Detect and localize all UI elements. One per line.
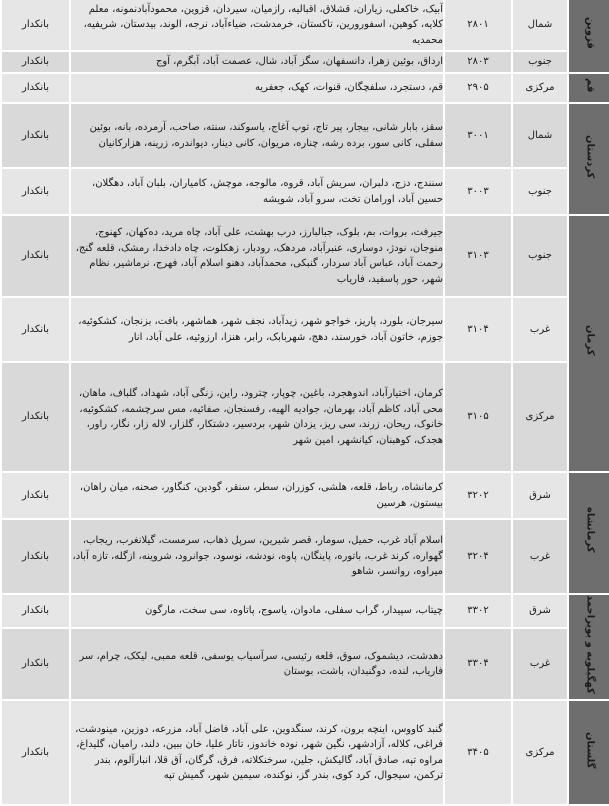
table-row [1,472,609,519]
districts-cell: ارداق، بوئین زهرا، دانسفهان، سگز آباد، شال، عصمت آباد، آبگرم، آوج [70,51,444,73]
districts-cell: کرمان، اختیارآباد، اندوهجرد، باغین، چوپار، چترود، راین، زنگی آباد، شهداد، گلباف، ماهان، محی آباد، کاظم آباد، بهرمان، جوادیه الهیه، رفسنجان، صفائیه، مس سرچشمه، کشکوئیه، خانوک، ریحان، زرند، سی ریز، یزدان شهر، بردسیر، دشتکار، گلزار، لاله زار، نگار، راور، هجدک، کوهبنان، کیانشهر، امین شهر [70,362,444,472]
table-row [1,519,609,594]
branch-code-cell: ۲۸۰۱ [444,0,512,51]
role-cell: بانکدار [1,700,70,805]
districts-cell: جیرفت، بروات، بم، بلوک، جبالبارز، درب بهشت، علی آباد، چاه مرید، ده‌کهان، کهنوج، منوجان، نودژ، دوساری، عنبرآباد، مردهک، رودبار، زهکلوت، چاه دادخدا، رمشک، قلعه گنج، رحمت آباد، عباس آباد سردار، گنبکی، محمدآباد، دهنو اسلام آباد، فهرج، نرماشیر، نظام شهر، حور پاسفید، فاریاب [70,215,444,297]
districts-cell: قم، دستجرد، سلفچگان، قنوات، کهک، جعفریه [70,73,444,103]
direction-cell: شمال [512,103,568,168]
districts-cell: گنبد کاووس، اینچه برون، کرند، سنگدوین، علی آباد، فاضل آباد، مزرعه، دوزین، مینودشت، فراغی، کلاله، آزادشهر، نگین شهر، نوده خاندوز، تاتار علیا، خان ببین، دلند، رامیان، گلیداغ، مراوه تپه، صادق آباد، گالیکش، جلین، سرخنکلاته، فرق، گرگان، آق قلا، انبارآلوم، بندر ترکمن، سیجوال، کرد کوی، بندر گز، نوکنده، سیمین شهر، گمیش تپه [70,700,444,805]
role-cell: بانکدار [1,297,70,362]
direction-cell: جنوب [512,51,568,73]
branch-code-cell: ۳۱۰۳ [444,215,512,297]
province-name: گلستان [584,731,596,769]
districts-cell: آبیک، خاکعلی، زیاران، قشلاق، اقبالیه، رازمیان، سیردان، قزوین، محمودآبادنمونه، معلم کلایه، کوهین، اسفورورین، تاکستان، خرمدشت، ضیاءآباد، نرجه، الوند، بیدستان، شریفیه، محمدیه [70,0,444,51]
branch-code-cell: ۳۰۰۳ [444,168,512,215]
branch-code-cell: ۳۲۰۴ [444,519,512,594]
districts-cell: سقز، بابار شانی، بیجار، پیر تاج، توپ آغاج، یاسوکند، سنته، صاحب، آرمرده، بانه، بوئین سفلی، کانی سور، برده رشه، چناره، مریوان، کانی دینار، دیواندره، زرینه، هزارکانیان [70,103,444,168]
table-body [1,0,609,805]
direction-cell: شمال [512,0,568,51]
province-name: کرمان [584,325,596,357]
table-row [1,103,609,168]
direction-cell: مرکزی [512,362,568,472]
districts-cell: کرمانشاه، رباط، قلعه، هلشی، کوزران، سطر، سنقر، گودین، کنگاور، صحنه، میان راهان، بیستون، هرسین [70,472,444,519]
province-cell [568,472,609,594]
province-cell [568,215,609,472]
role-cell: بانکدار [1,594,70,628]
role-cell: بانکدار [1,51,70,73]
branch-code-cell: ۳۰۰۱ [444,103,512,168]
direction-cell: مرکزی [512,73,568,103]
table-row [1,594,609,628]
role-cell: بانکدار [1,362,70,472]
role-cell: بانکدار [1,103,70,168]
direction-cell: غرب [512,628,568,700]
branch-code-cell: ۳۳۰۴ [444,628,512,700]
role-cell: بانکدار [1,0,70,51]
province-name: قزوین [584,17,596,50]
table-row [1,297,609,362]
table-row [1,73,609,103]
role-cell: بانکدار [1,73,70,103]
table-row [1,215,609,297]
direction-cell: جنوب [512,168,568,215]
province-name: کهگیلویه و بویراحمد [584,595,596,694]
branch-code-cell: ۲۸۰۳ [444,51,512,73]
role-cell: بانکدار [1,519,70,594]
direction-cell: شرق [512,594,568,628]
province-name: کرمانشاه [584,507,596,554]
districts-cell: چیتاب، سپیدار، گراب سفلی، مادوان، یاسوج، پاتاوه، سی سخت، مارگون [70,594,444,628]
districts-cell: اسلام آباد غرب، حمیل، سومار، قصر شیرین، سرپل ذهاب، سرمست، گیلانغرب، ریجاب، گهواره، کرند غرب، باتوره، پاینگان، پاوه، نودشه، نوسود، جوانرود، شروینه، ازگله، تازه آباد، میراوه، روانسر، شاهو [70,519,444,594]
branch-code-cell: ۲۹۰۵ [444,73,512,103]
branch-code-cell: ۳۱۰۵ [444,362,512,472]
province-cell [568,594,609,700]
direction-cell: شرق [512,472,568,519]
province-name: کردستان [584,134,596,178]
branch-code-cell: ۳۱۰۴ [444,297,512,362]
table-row [1,628,609,700]
table-row [1,0,609,51]
role-cell: بانکدار [1,215,70,297]
table-row [1,362,609,472]
province-cell [568,700,609,805]
role-cell: بانکدار [1,628,70,700]
direction-cell: جنوب [512,215,568,297]
province-name: قم [584,78,596,93]
role-cell: بانکدار [1,472,70,519]
districts-cell: سنندج، دزج، دلبران، سریش آباد، قروه، مالوجه، موچش، کامیاران، بلبان آباد، دهگلان، حسین آباد، اورامان تخت، سرو آباد، شویشه [70,168,444,215]
direction-cell: غرب [512,297,568,362]
branch-code-cell: ۳۳۰۲ [444,594,512,628]
districts-cell: دهدشت، دیشموک، سوق، قلعه رئیسی، سرآسیاب یوسفی، قلعه ممبی، لیکک، چرام، سر فاریاب، لنده، دوگنبدان، باشت، بوستان [70,628,444,700]
branch-code-cell: ۳۴۰۵ [444,700,512,805]
direction-cell: مرکزی [512,700,568,805]
direction-cell: غرب [512,519,568,594]
role-cell: بانکدار [1,168,70,215]
branch-code-cell: ۳۲۰۲ [444,472,512,519]
table-row [1,168,609,215]
districts-cell: سیرجان، بلورد، پاریز، خواجو شهر، زیدآباد، نجف شهر، هماشهر، بافت، بزنجان، کشکوئیه، جوزم، خاتون آباد، خورسند، دهج، شهربابک، رابر، هنزا، ارزوئیه، علی آباد، انار [70,297,444,362]
province-cell [568,103,609,215]
province-cell [568,0,609,73]
table-row [1,700,609,805]
province-cell [568,73,609,103]
table-row [1,51,609,73]
